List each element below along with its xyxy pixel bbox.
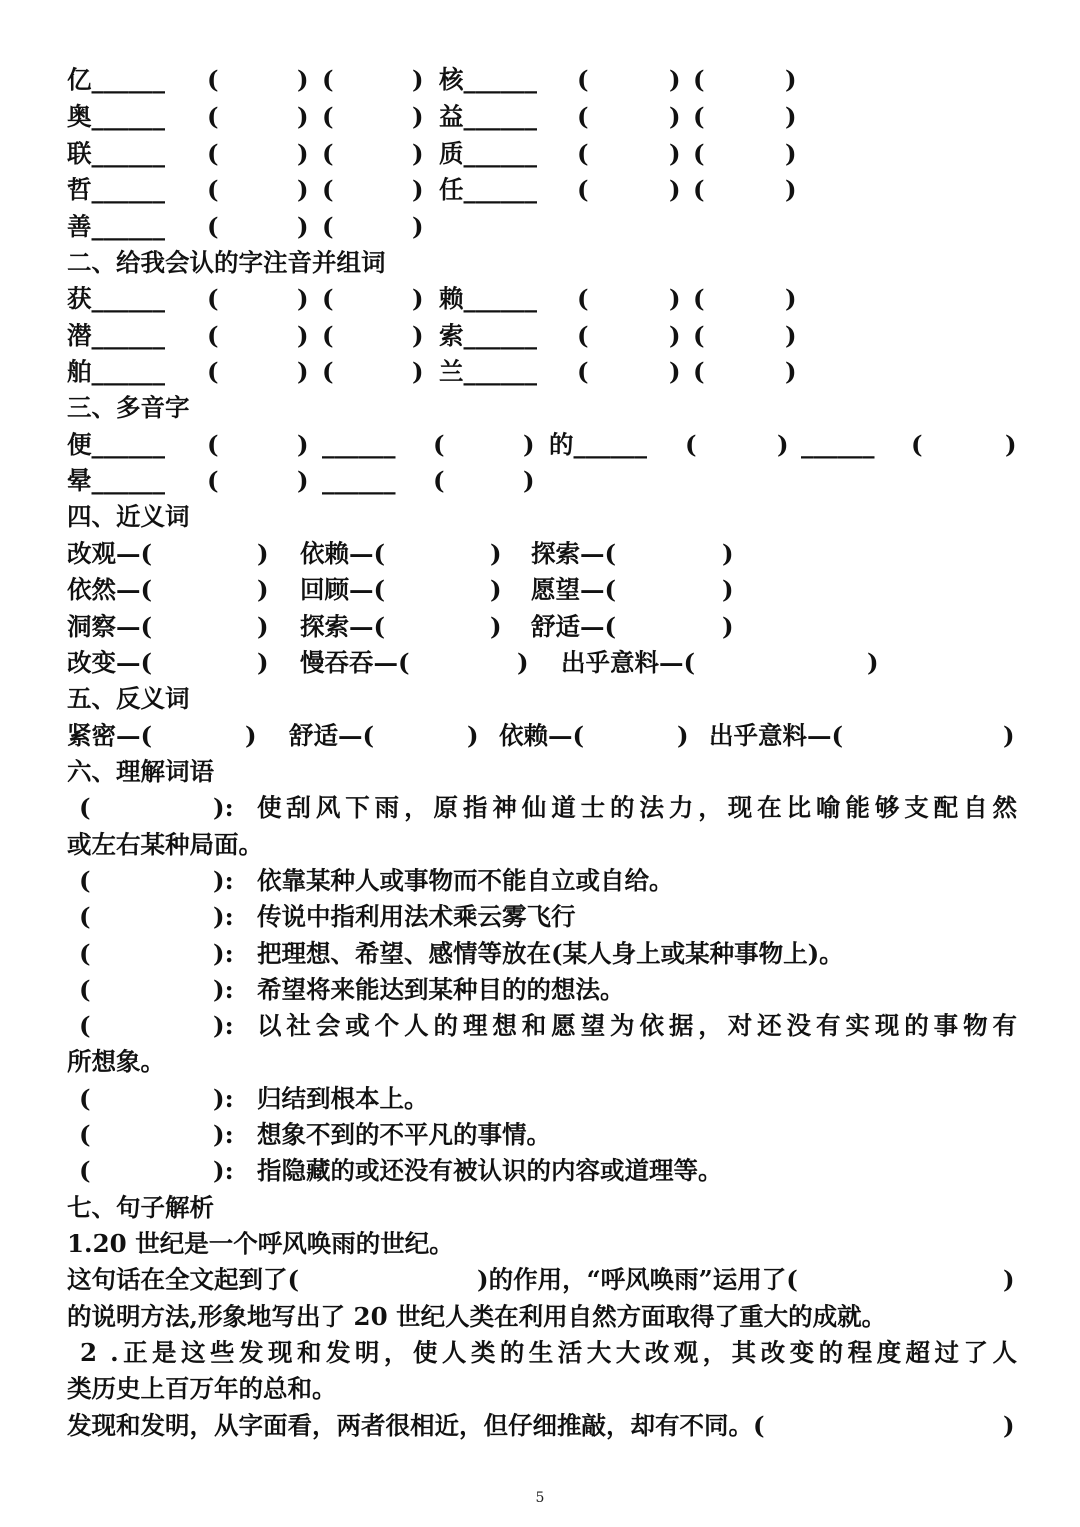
- section-heading: [67, 390, 190, 426]
- definition-continuation: [67, 827, 263, 863]
- char-prompt: 舶______: [67, 357, 165, 386]
- close-paren: ): [669, 357, 681, 386]
- close-paren: ): [777, 430, 789, 459]
- char-prompt: 联______: [67, 139, 165, 168]
- open-paren: (: [577, 139, 589, 168]
- open-paren: (: [207, 430, 219, 459]
- antonym-prompt: 依赖—(: [499, 721, 585, 750]
- open-paren: (: [79, 793, 91, 822]
- close-paren: ): [297, 65, 309, 94]
- close-paren: ): [412, 212, 424, 241]
- sentence-line: [67, 1299, 886, 1335]
- definition-item: [67, 1008, 1017, 1044]
- close-paren: ): [1003, 721, 1015, 750]
- char-prompt: 善______: [67, 212, 165, 241]
- page-number: 5: [535, 1490, 545, 1506]
- section-heading: [67, 1190, 214, 1226]
- open-paren: (: [207, 102, 219, 131]
- sentence-text: 的说明方法,形象地写出了 20 世纪人类在利用自然方面取得了重大的成就。: [67, 1302, 887, 1331]
- char-prompt: 兰______: [439, 357, 537, 386]
- close-paren: ): [297, 175, 309, 204]
- close-paren: ): [245, 721, 257, 750]
- open-paren: (: [207, 212, 219, 241]
- sentence-text: 发现和发明，从字面看，两者很相近，但仔细推敲，却有不同。(: [67, 1411, 765, 1440]
- open-paren: (: [207, 466, 219, 495]
- synonym-prompt: 慢吞吞—(: [300, 648, 410, 677]
- synonym-prompt: 舒适—(: [531, 612, 617, 641]
- close-paren: ): [297, 466, 309, 495]
- synonym-prompt: 回顾—(: [300, 575, 386, 604]
- sentence-line: [67, 1226, 454, 1262]
- close-paren: ): [412, 65, 424, 94]
- close-paren: ): [297, 212, 309, 241]
- definition-text: 依靠某种人或事物而不能自立或自给。: [257, 866, 674, 895]
- antonym-prompt: 紧密—(: [67, 721, 153, 750]
- close-paren: ): [1003, 1411, 1015, 1440]
- open-paren: (: [577, 357, 589, 386]
- open-paren: (: [322, 321, 334, 350]
- close-paren: ): [517, 648, 529, 677]
- open-paren: (: [322, 284, 334, 313]
- char-prompt: 核______: [439, 65, 537, 94]
- char-prompt: 亿______: [67, 65, 165, 94]
- char-prompt: 奥______: [67, 102, 165, 131]
- close-paren: ): [412, 175, 424, 204]
- open-paren: (: [322, 175, 334, 204]
- sentence-text: 1.20 世纪是一个呼风唤雨的世纪。: [67, 1229, 454, 1258]
- open-paren: (: [322, 212, 334, 241]
- close-paren: ): [1003, 1265, 1015, 1294]
- open-paren: (: [79, 1011, 91, 1040]
- definition-text: 使刮风下雨，原指神仙道士的法力，现在比喻能够支配自然: [257, 793, 1017, 822]
- section-heading: [67, 754, 214, 790]
- close-paren: ): [785, 357, 797, 386]
- close-paren-colon: ):: [213, 1011, 234, 1040]
- close-paren: ): [669, 284, 681, 313]
- definition-text: 把理想、希望、感情等放在(某人身上或某种事物上)。: [257, 939, 844, 968]
- synonym-prompt: 探索—(: [531, 539, 617, 568]
- close-paren: ): [722, 612, 734, 641]
- blank-line: ______: [322, 466, 396, 495]
- section-heading: [67, 681, 190, 717]
- close-paren: ): [257, 539, 269, 568]
- synonym-prompt: 改观—(: [67, 539, 153, 568]
- definition-text: 传说中指利用法术乘云雾飞行: [257, 902, 576, 931]
- open-paren: (: [577, 175, 589, 204]
- open-paren: (: [577, 102, 589, 131]
- close-paren: ): [785, 102, 797, 131]
- sentence-line: [67, 1335, 1017, 1371]
- close-paren: ): [412, 102, 424, 131]
- close-paren-colon: ):: [213, 793, 234, 822]
- open-paren: (: [207, 321, 219, 350]
- close-paren: ): [785, 139, 797, 168]
- close-paren: ): [297, 357, 309, 386]
- open-paren: (: [79, 902, 91, 931]
- open-paren: (: [911, 430, 923, 459]
- definition-text: 或左右某种局面。: [67, 830, 263, 859]
- close-paren-colon: ):: [213, 939, 234, 968]
- close-paren-colon: ):: [213, 975, 234, 1004]
- close-paren: ): [785, 284, 797, 313]
- open-paren: (: [322, 65, 334, 94]
- sentence-text: 这句话在全文起到了(: [67, 1265, 300, 1294]
- char-prompt: 便______: [67, 430, 165, 459]
- char-prompt: 潜______: [67, 321, 165, 350]
- synonym-prompt: 依赖—(: [300, 539, 386, 568]
- close-paren: ): [669, 321, 681, 350]
- blank-line: ______: [801, 430, 875, 459]
- close-paren: ): [412, 321, 424, 350]
- open-paren: (: [693, 139, 705, 168]
- close-paren: ): [297, 284, 309, 313]
- sentence-text: 类历史上百万年的总和。: [67, 1374, 337, 1403]
- definition-text: 指隐藏的或还没有被认识的内容或道理等。: [257, 1156, 723, 1185]
- close-paren: ): [297, 139, 309, 168]
- close-paren-colon: ):: [213, 1156, 234, 1185]
- antonym-prompt: 舒适—(: [289, 721, 375, 750]
- close-paren: ): [490, 575, 502, 604]
- char-prompt: 索______: [439, 321, 537, 350]
- close-paren: ): [1005, 430, 1017, 459]
- char-prompt: 赖______: [439, 284, 537, 313]
- close-paren: ): [785, 175, 797, 204]
- open-paren: (: [693, 175, 705, 204]
- open-paren: (: [693, 357, 705, 386]
- definition-text: 归结到根本上。: [257, 1084, 429, 1113]
- close-paren: ): [257, 612, 269, 641]
- synonym-prompt: 改变—(: [67, 648, 153, 677]
- close-paren-colon: ):: [213, 902, 234, 931]
- open-paren: (: [433, 430, 445, 459]
- open-paren: (: [693, 102, 705, 131]
- heading-text: 七、句子解析: [67, 1193, 214, 1222]
- heading-text: 四、近义词: [67, 502, 190, 531]
- char-prompt: 的______: [549, 430, 647, 459]
- char-prompt: 晕______: [67, 466, 165, 495]
- definition-text: 想象不到的不平凡的事情。: [257, 1120, 551, 1149]
- open-paren: (: [693, 284, 705, 313]
- synonym-prompt: 出乎意料—(: [561, 648, 696, 677]
- open-paren: (: [79, 1156, 91, 1185]
- definition-text: 所想象。: [67, 1047, 165, 1076]
- open-paren: (: [79, 866, 91, 895]
- open-paren: (: [693, 321, 705, 350]
- definition-continuation: [67, 1044, 165, 1080]
- open-paren: (: [207, 65, 219, 94]
- open-paren: (: [207, 284, 219, 313]
- section-heading: [67, 245, 386, 281]
- open-paren: (: [577, 65, 589, 94]
- close-paren: ): [297, 102, 309, 131]
- close-paren: ): [867, 648, 879, 677]
- open-paren: (: [322, 139, 334, 168]
- sentence-line: [67, 1371, 337, 1407]
- close-paren-colon: ):: [213, 1084, 234, 1113]
- close-paren-colon: ):: [213, 1120, 234, 1149]
- heading-text: 三、多音字: [67, 393, 190, 422]
- open-paren: (: [322, 102, 334, 131]
- char-prompt: 哲______: [67, 175, 165, 204]
- open-paren: (: [433, 466, 445, 495]
- close-paren-colon: ):: [213, 866, 234, 895]
- close-paren: ): [490, 539, 502, 568]
- char-prompt: 任______: [439, 175, 537, 204]
- char-prompt: 益______: [439, 102, 537, 131]
- open-paren: (: [79, 1084, 91, 1113]
- open-paren: (: [79, 939, 91, 968]
- close-paren: ): [297, 321, 309, 350]
- char-prompt: 获______: [67, 284, 165, 313]
- open-paren: (: [79, 975, 91, 1004]
- synonym-prompt: 依然—(: [67, 575, 153, 604]
- close-paren: ): [490, 612, 502, 641]
- close-paren: ): [722, 575, 734, 604]
- open-paren: (: [79, 1120, 91, 1149]
- synonym-prompt: 洞察—(: [67, 612, 153, 641]
- open-paren: (: [322, 357, 334, 386]
- blank-line: ______: [322, 430, 396, 459]
- definition-item: [67, 790, 1017, 826]
- close-paren: ): [722, 539, 734, 568]
- close-paren: ): [412, 284, 424, 313]
- section-heading: [67, 499, 190, 535]
- close-paren: ): [785, 65, 797, 94]
- synonym-prompt: 探索—(: [300, 612, 386, 641]
- heading-text: 五、反义词: [67, 684, 190, 713]
- char-prompt: 质______: [439, 139, 537, 168]
- open-paren: (: [693, 65, 705, 94]
- close-paren: ): [669, 102, 681, 131]
- heading-text: 二、给我会认的字注音并组词: [67, 248, 386, 277]
- close-paren: ): [785, 321, 797, 350]
- synonym-prompt: 愿望—(: [531, 575, 617, 604]
- sentence-text: 2 .正是这些发现和发明，使人类的生活大大改观，其改变的程度超过了人: [67, 1338, 1017, 1367]
- antonym-prompt: 出乎意料—(: [709, 721, 844, 750]
- close-paren: ): [412, 357, 424, 386]
- open-paren: (: [207, 175, 219, 204]
- close-paren: ): [412, 139, 424, 168]
- close-paren: ): [523, 430, 535, 459]
- sentence-text: )的作用，“呼风唤雨”运用了(: [477, 1265, 798, 1294]
- close-paren: ): [467, 721, 479, 750]
- close-paren: ): [669, 139, 681, 168]
- definition-text: 以社会或个人的理想和愿望为依据，对还没有实现的事物有: [257, 1011, 1017, 1040]
- open-paren: (: [685, 430, 697, 459]
- open-paren: (: [207, 139, 219, 168]
- definition-text: 希望将来能达到某种目的的想法。: [257, 975, 625, 1004]
- close-paren: ): [297, 430, 309, 459]
- close-paren: ): [257, 648, 269, 677]
- open-paren: (: [577, 321, 589, 350]
- close-paren: ): [523, 466, 535, 495]
- close-paren: ): [669, 175, 681, 204]
- open-paren: (: [577, 284, 589, 313]
- open-paren: (: [207, 357, 219, 386]
- close-paren: ): [669, 65, 681, 94]
- heading-text: 六、理解词语: [67, 757, 214, 786]
- close-paren: ): [257, 575, 269, 604]
- close-paren: ): [677, 721, 689, 750]
